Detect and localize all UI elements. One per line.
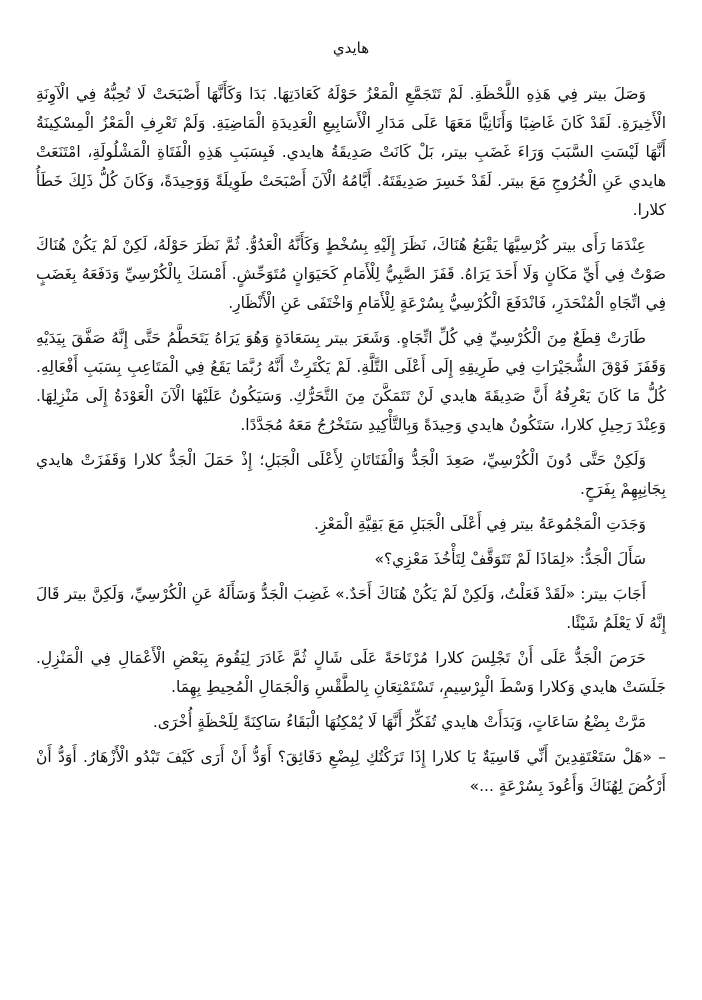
paragraph: طَارَتْ قِطَعٌ مِنَ الْكُرْسِيِّ فِي كُلِّ اتِّجَاهٍ. وَشَعَرَ بيتر بِسَعَادَةٍ وَهُوَ يَرَاهُ يَتَحَطَّمُ حَتَّى إِنَّهُ صَفَّقَ بِيَدَيْهِ وَقَفَزَ فَوْقَ الشُّجَيْرَاتِ فِي طَرِيقِهِ إِلَى أَعْلَى التَّلَّةِ. لَمْ يَكْتَرِثْ أَنَّهُ رُبَّمَا يَقَعُ فِي الْمَتَاعِبِ بِسَبَبِ أَفْعَالِهِ. كُلُّ مَا كَانَ يَعْرِفُهُ أَنَّ صَدِيقَةَ هايدي لَنْ تَتَمَكَّنَ مِنَ التَّحَرُّكِ. وَسَيَكُونُ عَلَيْهَا الْآنَ الْعَوْدَةُ إِلَى مَنْزِلِهَا. وَعِنْدَ رَحِيلِ كلارا، سَتَكُونُ هايدي وَحِيدَةً وَبِالتَّأْكِيدِ سَتَخْرُجُ مَعَهُ مُجَدَّدًا. — [36, 329, 666, 434]
paragraph: أَجَابَ بيتر: «لَقَدْ فَعَلْتُ، وَلَكِنْ لَمْ يَكُنْ هُنَاكَ أَحَدٌ.» غَضِبَ الْجَدُّ وَسَأَلَهُ عَنِ الْكُرْسِيِّ، وَلَكِنَّ بيتر قَالَ إِنَّهُ لَا يَعْلَمُ شَيْئًا. — [36, 585, 666, 632]
body-text — [36, 80, 666, 807]
paragraph: سَأَلَ الْجَدُّ: «لِمَاذَا لَمْ تَتَوَقَّفْ لِتَأْخُذَ مَعْزِي؟» — [374, 550, 646, 568]
running-head-title: هايدي — [332, 39, 370, 57]
paragraph: مَرَّتْ بِضْعُ سَاعَاتٍ، وَبَدَأَتْ هايدي تُفَكِّرُ أَنَّهَا لَا يُمْكِنُهَا الْبَقَاءُ سَاكِنَةً لِلَحْظَةٍ أُخْرَى. — [152, 713, 646, 731]
paragraph: حَرَصَ الْجَدُّ عَلَى أَنْ تَجْلِسَ كلارا مُرْتَاحَةً عَلَى شَالٍ ثُمَّ غَادَرَ لِيَقُومَ بِبَعْضِ الْأَعْمَالِ فِي الْمَنْزِلِ. جَلَسَتْ هايدي وَكلارا وَسْطَ الْبِرْسِيمِ، تَسْتَمْتِعَانِ بِالطَّقْسِ وَالْجَمَالِ الْمُحِيطِ بِهِمَا. — [36, 649, 666, 696]
dialog-paragraph: – «هَلْ سَتَعْتَقِدِينَ أَنِّي قَاسِيَةٌ يَا كلارا إِذَا تَرَكْتُكِ لِبِضْعِ دَقَائِقَ؟ أَوَدُّ أَنْ أَرَى كَيْفَ تَبْدُو الْأَزْهَارُ. أَوَدُّ أَنْ أَرْكُضَ لِهُنَاكَ وَأَعُودَ بِسُرْعَةٍ ...» — [36, 748, 666, 795]
paragraph: وَجَدَتِ الْمَجْمُوعَةُ بيتر فِي أَعْلَى الْجَبَلِ مَعَ بَقِيَّةِ الْمَعْزِ. — [314, 515, 646, 533]
paragraph: وَلَكِنْ حَتَّى دُونَ الْكُرْسِيِّ، صَعِدَ الْجَدُّ وَالْفَتَاتَانِ لِأَعْلَى الْجَبَلِ؛ إِذْ حَمَلَ الْجَدُّ كلارا وَقَفَزَتْ هايدي بِجَانِبِهِمْ بِفَرَحٍ. — [36, 451, 666, 498]
paragraph: عِنْدَمَا رَأَى بيتر كُرْسِيَّهَا يَقْبَعُ هُنَاكَ، نَظَرَ إِلَيْهِ بِسُخْطٍ وَكَأَنَّهُ الْعَدُوُّ. ثُمَّ نَظَرَ حَوْلَهُ، لَكِنْ لَمْ يَكُنْ هُنَاكَ صَوْتٌ فِي أَيِّ مَكَانٍ وَلَا أَحَدَ يَرَاهُ. قَفَزَ الصَّبِيُّ لِلْأَمَامِ كَحَيَوَانٍ مُتَوَحِّشٍ. أَمْسَكَ بِالْكُرْسِيِّ وَدَفَعَهُ بِغَضَبٍ فِي اتِّجَاهِ الْمُنْحَدَرِ، فَانْدَفَعَ الْكُرْسِيُّ بِسُرْعَةٍ لِلْأَمَامِ وَاخْتَفَى عَنِ الْأَنْظَارِ. — [36, 236, 666, 312]
paragraph: وَصَلَ بيتر فِي هَذِهِ اللَّحْظَةِ. لَمْ تَتَجَمَّعِ الْمَعْزُ حَوْلَهُ كَعَادَتِهَا. بَدَا وَكَأَنَّهَا أَصْبَحَتْ لَا تُحِبُّهُ فِي الْآوِنَةِ الْأَخِيرَةِ. لَقَدْ كَانَ غَاضِبًا وَأَنَانِيًّا مَعَهَا عَلَى مَدَارِ الْأَسَابِيعِ الْعَدِيدَةِ الْمَاضِيَةِ. وَلَمْ تَعْرِفِ الْمَعْزُ الْمِسْكِينَةُ أَنَّهَا لَيْسَتِ السَّبَبَ وَرَاءَ غَضَبِ بيتر، بَلْ كَانَتْ صَدِيقَةُ هايدي. فَبِسَبَبِ هَذِهِ الْفَتَاةِ الْمَشْلُولَةِ، امْتَنَعَتْ هايدي عَنِ الْخُرُوجِ مَعَ بيتر. لَقَدْ خَسِرَ صَدِيقَتَهُ. أَيَّامُهُ الْآنَ أَصْبَحَتْ طَوِيلَةً وَوَحِيدَةً، وَكَانَ كُلُّ ذَلِكَ خَطَأُ كلارا. — [36, 85, 666, 219]
